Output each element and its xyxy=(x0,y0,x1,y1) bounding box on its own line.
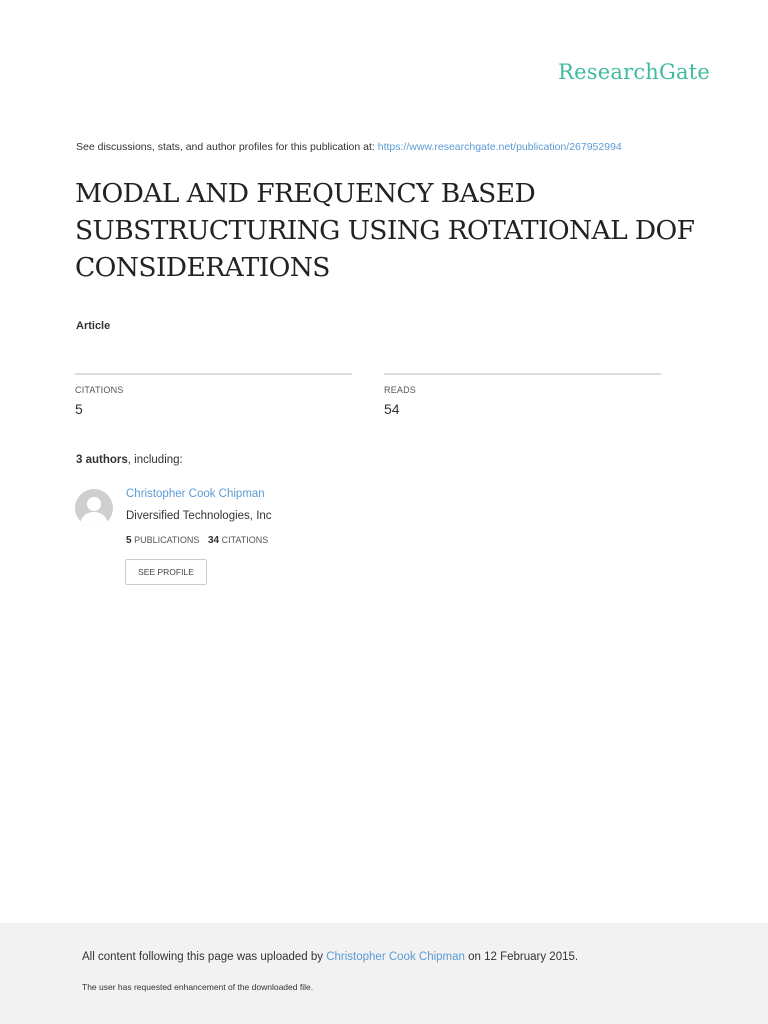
upload-info xyxy=(82,951,578,963)
researchgate-logo[interactable]: ResearchGate xyxy=(558,60,710,84)
title-line: SUBSTRUCTURING USING ROTATIONAL DOF xyxy=(75,215,695,246)
author-publications-label: PUBLICATIONS xyxy=(134,535,200,545)
user-silhouette-icon xyxy=(75,489,113,527)
publication-type: Article xyxy=(76,320,111,332)
reads-value: 54 xyxy=(384,401,400,417)
enhancement-note: The user has requested enhancement of the downloaded file. xyxy=(82,982,314,992)
see-profile-button[interactable]: SEE PROFILE xyxy=(125,559,207,585)
reads-label: READS xyxy=(384,385,417,395)
title-line: CONSIDERATIONS xyxy=(75,252,330,283)
title-line: MODAL AND FREQUENCY BASED xyxy=(75,178,536,209)
citations-value: 5 xyxy=(75,401,83,417)
citations-label: CITATIONS xyxy=(75,385,124,395)
author-stats xyxy=(126,535,268,546)
publication-source-line xyxy=(76,141,622,153)
uploader-link[interactable]: Christopher Cook Chipman xyxy=(326,951,465,963)
source-text: See discussions, stats, and author profiles for this publication at: xyxy=(76,141,378,153)
authors-summary xyxy=(76,454,183,466)
upload-prefix: All content following this page was uploaded by xyxy=(82,951,327,963)
publication-url-link[interactable]: https://www.researchgate.net/publication/267952994 xyxy=(377,141,622,153)
authors-including: , including: xyxy=(127,454,183,466)
publication-title xyxy=(75,175,715,286)
authors-count: 3 authors xyxy=(76,454,128,466)
author-institution: Diversified Technologies, Inc xyxy=(126,510,272,522)
reads-stat xyxy=(384,373,661,417)
author-name-link[interactable]: Christopher Cook Chipman xyxy=(126,488,265,500)
citations-stat xyxy=(75,373,352,417)
author-publications-count: 5 xyxy=(126,535,132,546)
upload-date: on 12 February 2015. xyxy=(464,951,579,963)
author-citations-count: 34 xyxy=(207,535,220,546)
author-citations-label: CITATIONS xyxy=(221,535,269,545)
upload-footer xyxy=(0,923,768,1024)
avatar[interactable] xyxy=(75,489,113,527)
